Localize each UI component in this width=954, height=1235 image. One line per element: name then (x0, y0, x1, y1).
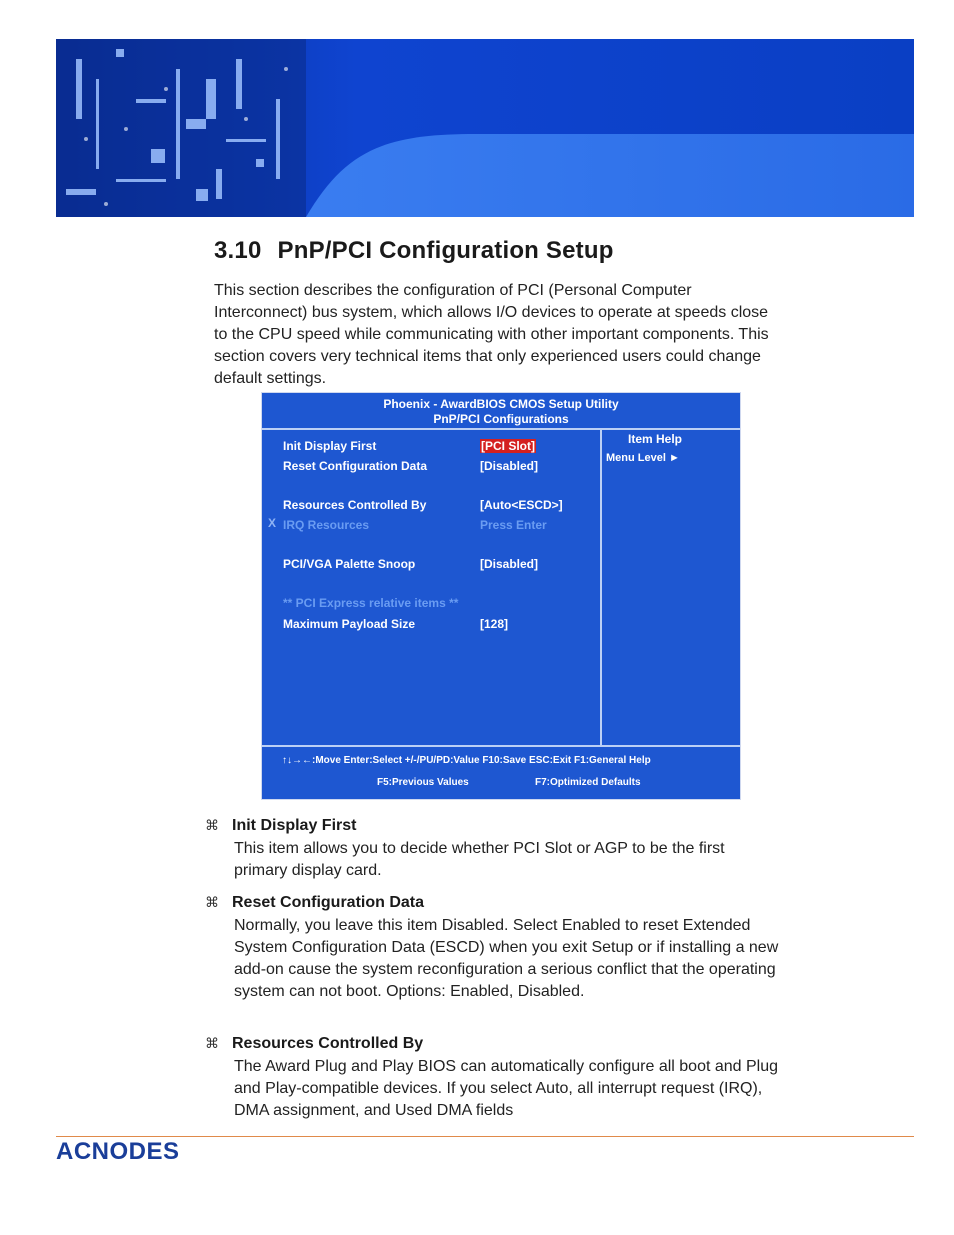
intro-paragraph: This section describes the configuration of PCI (Personal Computer Interconnect) bus system, which allows I/O devices to operate at speeds close to the CPU speed while communicating with other important components. This section covers very technical items that only experienced users could change default settings. (214, 282, 769, 387)
bios-item-resources-controlled-by[interactable] (283, 498, 563, 512)
bios-divider-top (262, 428, 740, 430)
footer-divider (56, 1136, 914, 1137)
bios-item-value: Press Enter (480, 518, 547, 532)
bios-item-value: [Disabled] (480, 557, 539, 571)
bios-group-pci-express (283, 596, 458, 610)
bullet-icon: ⌘ (205, 894, 219, 910)
bios-title-line2: PnP/PCI Configurations (433, 412, 569, 426)
bios-item-label: PCI/VGA Palette Snoop (283, 557, 416, 571)
bios-item-label: IRQ Resources (283, 518, 370, 532)
description-text: The Award Plug and Play BIOS can automatically configure all boot and Plug and Play-compatible devices. If you select Auto, all interrupt request (IRQ), DMA assignment, and Used DMA fields (234, 1058, 779, 1119)
section-title: PnP/PCI Configuration Setup (277, 237, 614, 264)
description-text: This item allows you to decide whether PCI Slot or AGP to be the first primary display card. (234, 840, 725, 879)
bios-item-label: Init Display First (283, 439, 377, 453)
header-banner (56, 39, 914, 217)
bios-item-pci-vga-palette-snoop[interactable] (283, 557, 539, 571)
description-title: Init Display First (232, 817, 357, 834)
bios-title (262, 393, 740, 429)
circuit-board-graphic (56, 39, 914, 217)
description-title: Reset Configuration Data (232, 894, 425, 911)
disabled-marker: X (268, 516, 277, 530)
item-help-title: Item Help (628, 432, 683, 446)
bullet-icon: ⌘ (205, 817, 219, 833)
bios-item-value: [Disabled] (480, 459, 539, 473)
bios-divider-bottom (262, 745, 740, 747)
bios-item-value-selected: [PCI Slot] (481, 439, 535, 453)
bios-group-label: ** PCI Express relative items ** (283, 596, 459, 610)
bios-item-label: Maximum Payload Size (283, 617, 416, 631)
key-legend-f7: F7:Optimized Defaults (535, 777, 641, 788)
description-reset-configuration-data (205, 893, 785, 1003)
bullet-icon: ⌘ (205, 1035, 219, 1051)
section-heading (214, 237, 614, 265)
bios-screenshot (261, 392, 741, 800)
description-resources-controlled-by (205, 1034, 785, 1122)
bios-item-init-display-first[interactable] (283, 439, 535, 453)
key-legend-f5: F5:Previous Values (377, 777, 469, 788)
description-title: Resources Controlled By (232, 1035, 424, 1052)
menu-level-label: Menu Level ► (606, 452, 680, 464)
bios-divider-vertical (600, 429, 602, 746)
bios-item-reset-configuration-data[interactable] (283, 459, 539, 473)
description-init-display-first (205, 816, 785, 882)
bios-item-label: Resources Controlled By (283, 498, 427, 512)
bios-title-line1: Phoenix - AwardBIOS CMOS Setup Utility (383, 397, 619, 411)
bios-item-value: [Auto<ESCD>] (480, 498, 563, 512)
description-text: Normally, you leave this item Disabled. Select Enabled to reset Extended System Configuration Data (ESCD) when you exit Setup or if installing a new add-on cause the system reconfiguration a serious conflict that the operating system can not boot. Options: Enabled, Disabled. (234, 917, 779, 1000)
bios-item-label: Reset Configuration Data (283, 459, 428, 473)
bios-item-maximum-payload-size[interactable] (283, 617, 509, 631)
section-number: 3.10 (214, 237, 262, 264)
bios-item-value: [128] (480, 617, 509, 631)
key-legend-line1: ↑↓→←:Move Enter:Select +/-/PU/PD:Value F10:Save ESC:Exit F1:General Help (282, 755, 651, 766)
acnodes-logo: ACNODES (56, 1138, 180, 1165)
bios-item-irq-resources (283, 518, 547, 532)
